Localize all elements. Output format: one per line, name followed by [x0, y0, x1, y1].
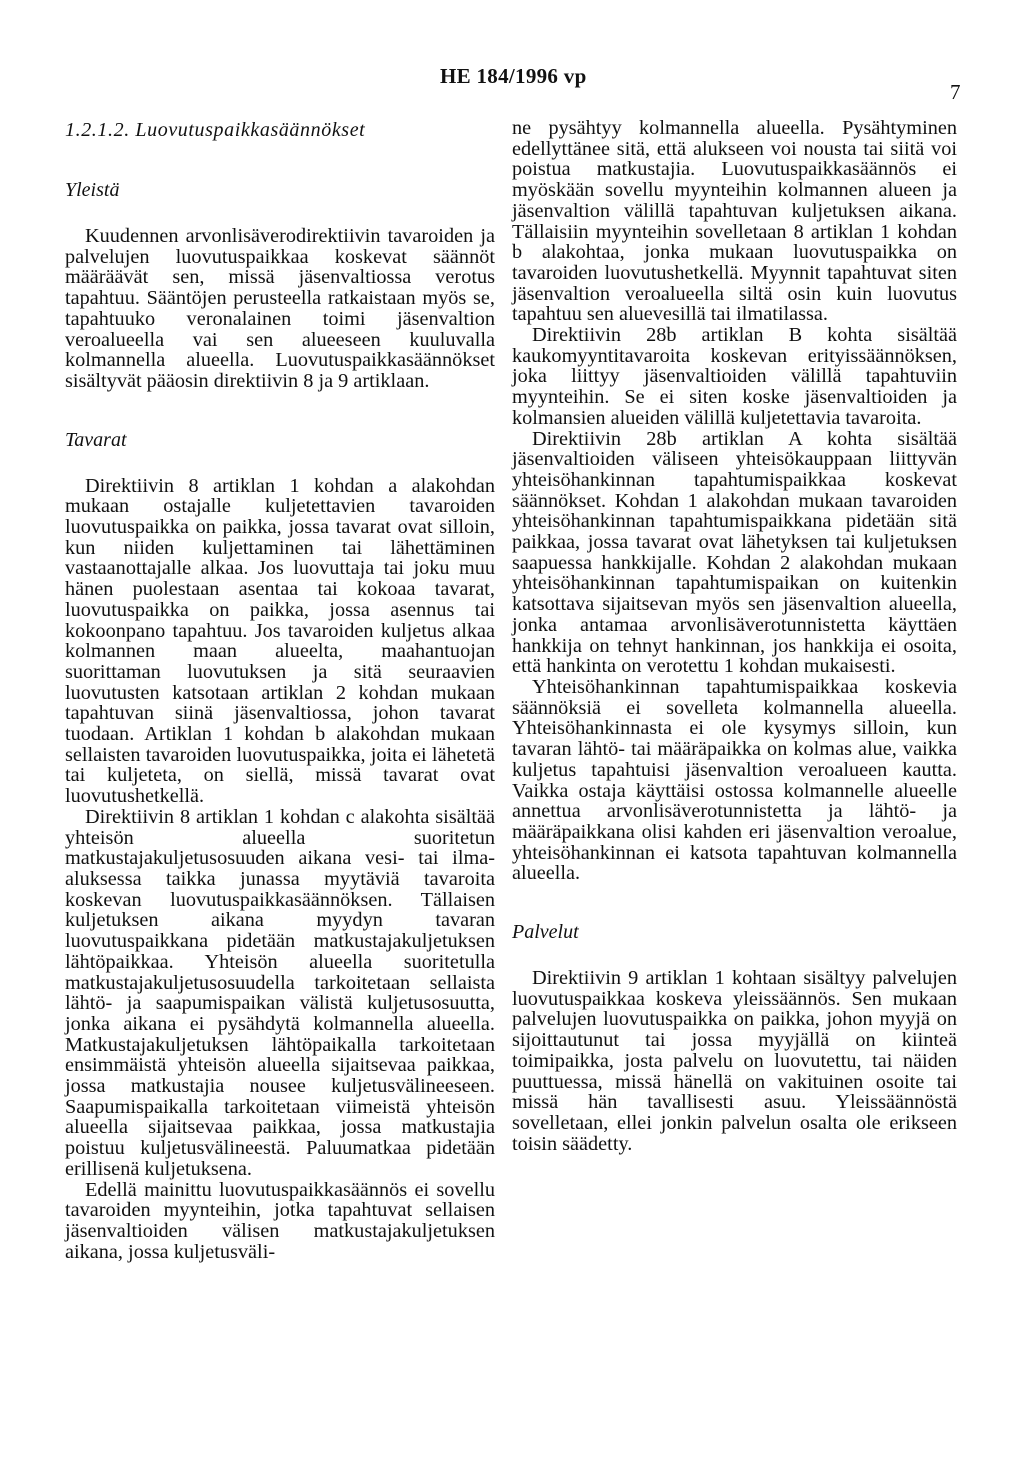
subheading-services: Palvelut: [512, 921, 579, 944]
page-number: 7: [950, 80, 961, 104]
subheading-goods: Tavarat: [65, 428, 127, 451]
paragraph: Direktiivin 9 artiklan 1 kohtaan sisältyy palvelujen luovutuspaikkaa koskeva yleissäännös. Sen mukaan palvelujen luovutuspaikka on paikka, johon myyjä on sijoittautunut tai jossa myyjällä on kiinteä toimipaikka, josta palvelu on luovutettu, tai näiden puuttuessa, missä hänellä on vakituinen osoite tai missä hän tavallisesti asuu. Yleissäännöstä sovelletaan, ellei jonkin palvelun osalta ole erikseen toisin säädetty.: [512, 967, 957, 1155]
paragraph: Direktiivin 8 artiklan 1 kohdan c alakohta sisältää yhteisön alueella suoritetun matkustajakuljetusosuuden aikana vesi- tai ilma-aluksessa taikka junassa myytäviä tavaroita koskevan luovutuspaikkasäännöksen. Tällaisen kuljetuksen aikana myydyn tavaran luovutuspaikkana pidetään matkustajakuljetuksen lähtöpaikkaa. Yhteisön alueella suoritetulla matkustajakuljetusosuudella tarkoitetaan sellaista lähtö- ja saapumispaikan välistä kuljetusosuutta, jonka aikana ei pysähdytä kolmannella alueella. Matkustajakuljetuksen lähtöpaikalla tarkoitetaan ensimmäistä yhteisön alueella sijaitsevaa paikkaa, jossa matkustajia nousee kuljetusvälineeseen. Saapumispaikalla tarkoitetaan viimeistä yhteisön alueella sijaitsevaa paikkaa, jossa matkustajia poistuu kuljetusvälineestä. Paluumatkaa pidetään erillisenä kuljetuksena.: [65, 805, 495, 1180]
paragraph: Direktiivin 28b artiklan A kohta sisältää jäsenvaltioiden väliseen yhteisökauppaan liittyvän yhteisöhankinnan tapahtumispaikkaa koskevat säännökset. Kohdan 1 alakohdan mukaan tavaroiden yhteisöhankinnan tapahtumispaikkana pidetään sitä paikkaa, jossa tavarat ovat lähetyksen tai kuljetuksen saapuessa hankkijalle. Kohdan 2 alakohdan mukaan yhteisöhankinnan tapahtumispaikan on kuitenkin katsottava sijaitsevan myös sen jäsenvaltion alueella, jonka antamaa arvonlisäverotunnistetta käyttäen hankkija on tehnyt hankinnan, jos hankkija ei osoita, että hankinta on verotettu 1 kohdan mukaisesti.: [512, 427, 957, 678]
paragraph: Edellä mainittu luovutuspaikkasäännös ei sovellu tavaroiden myynteihin, jotka tapahtuvat sellaisen jäsenvaltioiden välisen matkustajakuljetuksen aikana, jossa kuljetusväli-: [65, 1178, 495, 1263]
section-heading: 1.2.1.2. Luovutuspaikkasäännökset: [65, 119, 366, 141]
paragraph: Yhteisöhankinnan tapahtumispaikkaa koskevia säännöksiä ei sovelleta kolmannella alueella. Yhteisöhankinnasta ei ole kysymys silloin, kun tavaran lähtö- tai määräpaikka on kolmas alue, vaikka kuljetus tapahtuisi jäsenvaltion veroalueen kautta. Vaikka ostaja käyttäisi ostossa kolmannelle alueelle annettua arvonlisäverotunnistetta ja lähtö- ja määräpaikkana olisi kahden eri jäsenvaltion veroalue, yhteisöhankinnan ei katsota tapahtuvan kolmannella alueella.: [512, 675, 957, 885]
page-header: [0, 64, 1024, 104]
subheading-general: Yleistä: [65, 179, 120, 201]
left-column: [65, 118, 495, 1262]
right-column: [512, 118, 957, 1154]
paragraph: Direktiivin 8 artiklan 1 kohdan a alakohdan mukaan ostajalle kuljetettavien tavaroiden luovutuspaikka on paikka, jossa tavarat ovat silloin, kun niiden kuljettaminen tai lähettäminen vastaanottajalle alkaa. Jos luovuttaja tai joku muu hänen puolestaan asentaa tai kokoaa tavarat, luovutuspaikka on paikka, jossa asennus tai kokoonpano tapahtuu. Jos tavaroiden kuljetus alkaa kolmannen maan alueelta, maahantuojan suorittaman luovutuksen ja sitä seuraavien luovutusten katsotaan artiklan 2 kohdan mukaan tapahtuvan siinä jäsenvaltiossa, johon tavarat tuodaan. Artiklan 1 kohdan b alakohdan mukaan sellaisten tavaroiden luovutuspaikka, joita ei lähetetä tai kuljeteta, on siellä, missä tavarat ovat luovutushetkellä.: [65, 474, 495, 808]
document-title: HE 184/1996 vp: [440, 64, 587, 88]
paragraph: ne pysähtyy kolmannella alueella. Pysähtyminen edellyttänee sitä, että alukseen voi nousta tai siitä voi poistua matkustajia. Luovutuspaikkasäännös ei myöskään sovellu myynteihin kolmannen alueen ja jäsenvaltion välillä tapahtuvan kuljetuksen aikana. Tällaisiin myynteihin sovelletaan 8 artiklan 1 kohdan b alakohtaa, jonka mukaan luovutuspaikka on tavaroiden luovutushetkellä. Myynnit tapahtuvat siten jäsenvaltion veroalueella siltä osin kuin luovutus tapahtuu sen aluevesillä tai ilmatilassa.: [512, 117, 957, 326]
paragraph: Direktiivin 28b artiklan B kohta sisältää kaukomyyntitavaroita koskevan erityissäännöksen, joka liittyy jäsenvaltioiden välillä tapahtuviin myynteihin. Se ei siten koske jäsenvaltioiden ja kolmansien alueiden välillä kuljetettavia tavaroita.: [512, 324, 957, 429]
paragraph: Kuudennen arvonlisäverodirektiivin tavaroiden ja palvelujen luovutuspaikkaa koskevat säännöt määräävät sen, missä jäsenvaltiossa verotus tapahtuu. Sääntöjen perusteella ratkaistaan myös se, tapahtuuko veronalainen toimi jäsenvaltion veroalueella vai sen alueeseen kuuluvalla kolmannella alueella. Luovutuspaikkasäännökset sisältyvät pääosin direktiivin 8 ja 9 artiklaan.: [65, 225, 495, 392]
